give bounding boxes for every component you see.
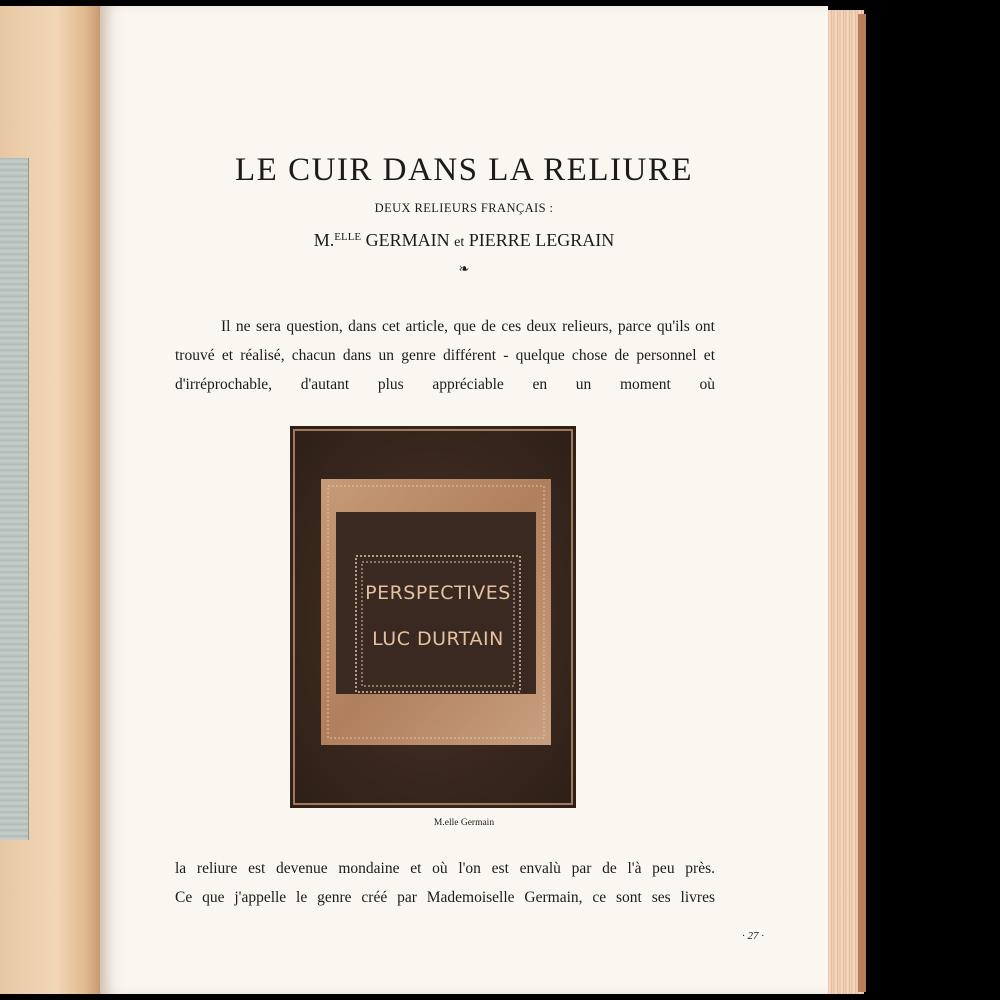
binders-names bbox=[100, 230, 828, 251]
names-prefix: M. bbox=[313, 230, 335, 250]
paragraph-continued bbox=[175, 854, 715, 912]
article-title: LE CUIR DANS LA RELIURE bbox=[235, 152, 693, 188]
paragraph-line-1: la reliure est devenue mondaine et où l'on est envalù par de l'à peu près. bbox=[175, 860, 715, 877]
names-superscript: ELLE bbox=[334, 231, 362, 243]
cover-author-text: LUC DURTAIN bbox=[372, 628, 504, 650]
book-page bbox=[100, 6, 828, 994]
name-germain: GERMAIN bbox=[361, 230, 455, 250]
names-connector: et bbox=[454, 235, 465, 250]
paragraph-line-2: Ce que j'appelle le genre créé par Mademoiselle Germain, ce sont ses livres bbox=[175, 889, 715, 906]
fleuron-ornament: ❧ bbox=[458, 262, 470, 277]
book-binding-image bbox=[290, 426, 576, 808]
left-page-plate-edge bbox=[0, 158, 29, 840]
book-cover-edge bbox=[858, 14, 866, 992]
name-legrain: PIERRE LEGRAIN bbox=[464, 230, 615, 250]
cover-title-text: PERSPECTIVES bbox=[365, 582, 511, 604]
binding-photograph bbox=[290, 426, 576, 808]
article-subtitle: DEUX RELIEURS FRANÇAIS : bbox=[374, 201, 554, 215]
page-number: · 27 · bbox=[742, 930, 764, 942]
plate-caption: M.elle Germain bbox=[433, 818, 495, 828]
left-page bbox=[0, 6, 100, 994]
paragraph-intro: Il ne sera question, dans cet article, que de ces deux relieurs, parce qu'ils ont trouvé et réalisé, chacun dans un genre différent - quelque chose de personnel et d'irréprochable, d'autant plus appréciable en un moment où bbox=[175, 318, 715, 393]
